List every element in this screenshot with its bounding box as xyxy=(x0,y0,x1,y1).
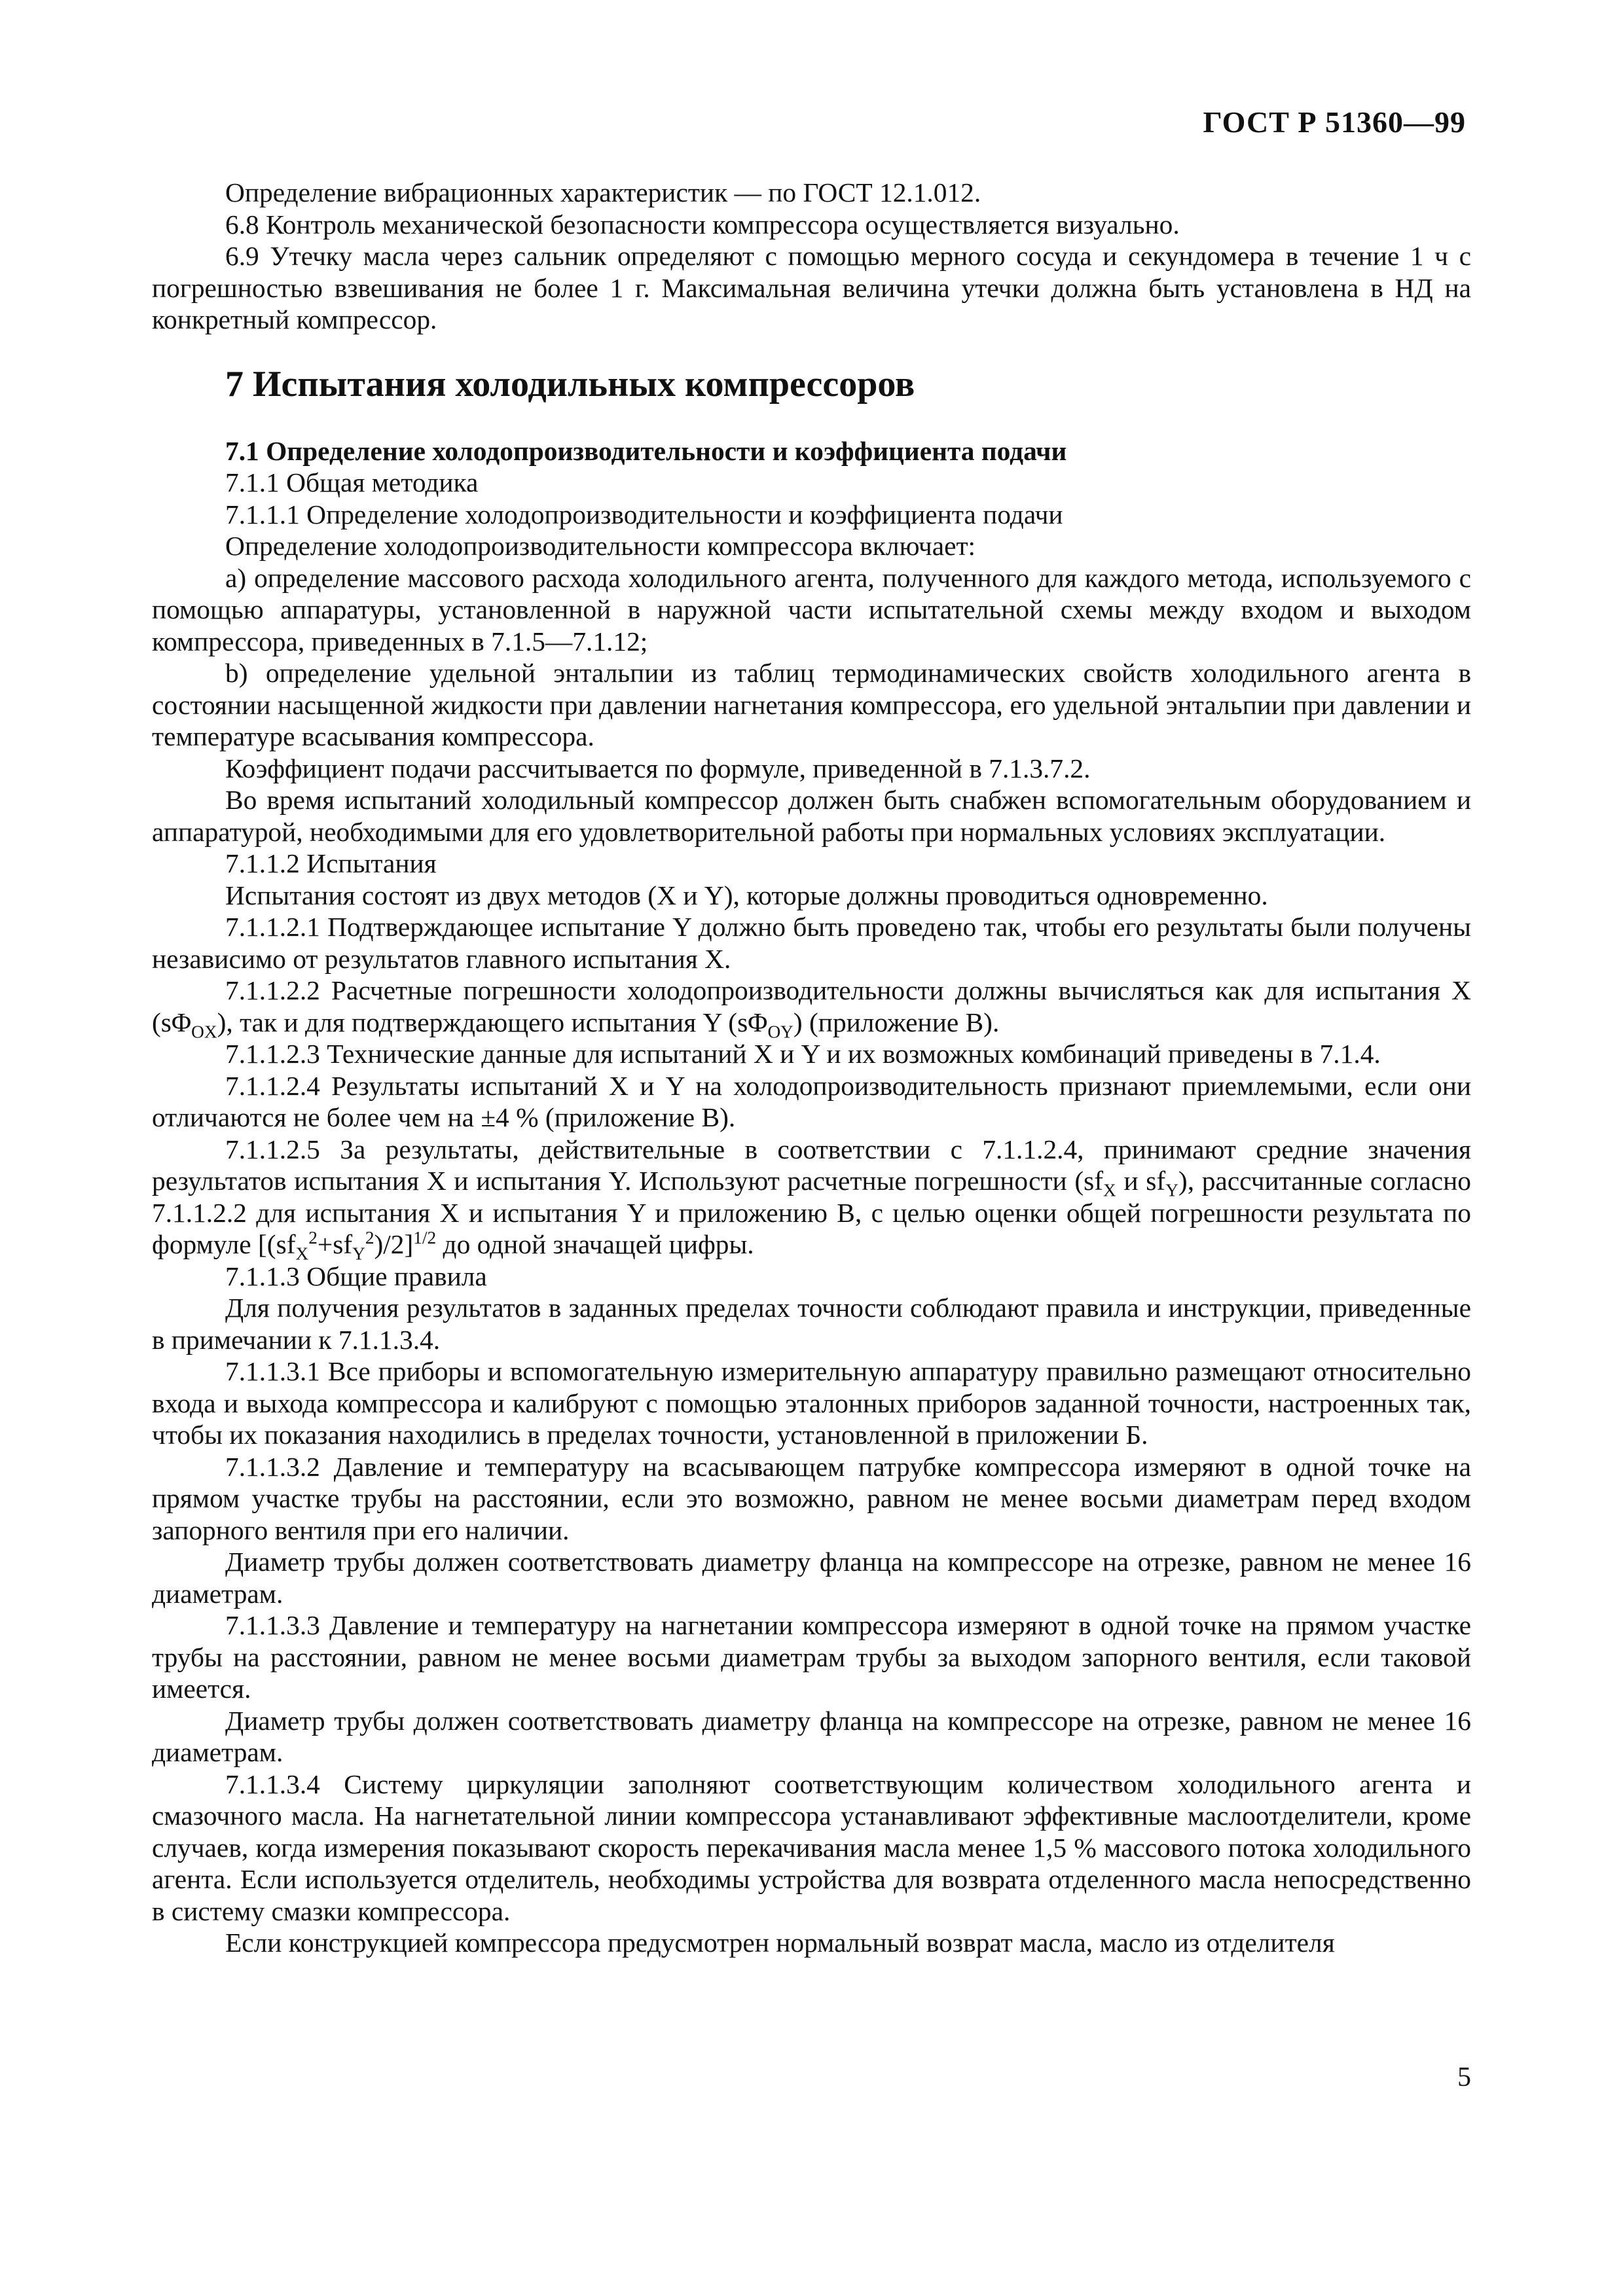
text-paragraph: 7.1.1.3.2 Давление и температуру на всасывающем патрубке компрессора измеряют в одной точке на прямом участке трубы на расстоянии, если это возможно, равном не менее восьми диаметрам перед входом запорного вентиля при его наличии. xyxy=(152,1451,1471,1545)
subscript: OX xyxy=(191,1021,217,1041)
page-content xyxy=(152,177,1471,1959)
text-run: +sf xyxy=(317,1229,353,1259)
text-paragraph: 6.8 Контроль механической безопасности компрессора осуществляется визуально. xyxy=(225,209,1180,240)
text-paragraph: 7.1.1.3.4 Систему циркуляции заполняют соответствующим количеством холодильного агента и смазочного масла. На нагнетательной линии компрессора устанавливают эффективные маслоотделители, кроме случаев, когда измерения показывают скорость перекачивания масла менее 1,5 % массового потока холодильного агента. Если используется отделитель, необходимы устройства для возврата отделенного масла непосредственно в систему смазки компрессора. xyxy=(152,1768,1471,1926)
text-paragraph: Диаметр трубы должен соответствовать диаметру фланца на компрессоре на отрезке, равном не менее 16 диаметрам. xyxy=(152,1705,1471,1767)
text-paragraph: 7.1.1.3 Общие правила xyxy=(225,1261,487,1291)
subscript: Y xyxy=(1165,1180,1178,1200)
superscript: 2 xyxy=(365,1228,374,1248)
superscript: 1/2 xyxy=(413,1228,437,1248)
text-paragraph: Определение вибрационных характеристик — по ГОСТ 12.1.012. xyxy=(225,177,981,207)
text-run: ), рассчитанные согласно 7.1.1.2.2 для испытания X и испытания Y и приложению В, с целью оценки общей погрешности результата по формуле [(sf xyxy=(152,1166,1471,1259)
section-heading: 7 Испытания холодильных компрессоров xyxy=(225,363,915,404)
document-code-header: ГОСТ Р 51360—99 xyxy=(1203,105,1466,139)
text-paragraph: 7.1.1.2.4 Результаты испытаний X и Y на холодопроизводительность признают приемлемыми, если они отличаются не более чем на ±4 % (приложение В). xyxy=(152,1070,1471,1132)
text-paragraph: Диаметр трубы должен соответствовать диаметру фланца на компрессоре на отрезке, равном не менее 16 диаметрам. xyxy=(152,1547,1471,1609)
subscript: X xyxy=(1103,1180,1116,1200)
subscript: X xyxy=(295,1244,309,1264)
text-paragraph: 7.1.1.1 Определение холодопроизводительности и коэффициента подачи xyxy=(225,499,1063,529)
text-paragraph: 7.1.1 Общая методика xyxy=(225,467,479,497)
text-paragraph-formula xyxy=(152,1134,1471,1264)
text-paragraph: 7.1.1.2.3 Технические данные для испытаний X и Y и их возможных комбинаций приведены в 7.1.4. xyxy=(225,1039,1381,1069)
superscript: 2 xyxy=(308,1228,318,1248)
subsection-heading: 7.1 Определение холодопроизводительности и коэффициента подачи xyxy=(225,435,1067,466)
text-paragraph: а) определение массового расхода холодильного агента, полученного для каждого метода, используемого с помощью аппаратуры, установленной в наружной части испытательной схемы между входом и выходом компрессора, приведенных в 7.1.5—7.1.12; xyxy=(152,562,1471,656)
text-run: )/2] xyxy=(374,1229,414,1259)
text-paragraph: Определение холодопроизводительности компрессора включает: xyxy=(225,531,976,561)
text-paragraph: 6.9 Утечку масла через сальник определяют с помощью мерного сосуда и секундомера в течение 1 ч с погрешностью взвешивания не более 1 г. Максимальная величина утечки должна быть установлена в НД на конкретный компрессор. xyxy=(152,241,1471,334)
text-run: до одной значащей цифры. xyxy=(436,1229,754,1259)
text-paragraph: Если конструкцией компрессора предусмотрен нормальный возврат масла, масло из отделителя xyxy=(225,1928,1335,1958)
text-paragraph: 7.1.1.3.1 Все приборы и вспомогательную измерительную аппаратуру правильно размещают относительно входа и выхода компрессора и калибруют с помощью эталонных приборов заданной точности, настроенных так, чтобы их показания находились в пределах точности, установленной в приложении Б. xyxy=(152,1356,1471,1450)
text-paragraph: b) определение удельной энтальпии из таблиц термодинамических свойств холодильного агента в состоянии насыщенной жидкости при давлении нагнетания компрессора, его удельной энтальпии при давлении и температуре всасывания компрессора. xyxy=(152,658,1471,751)
text-paragraph: 7.1.1.2.1 Подтверждающее испытание Y должно быть проведено так, чтобы его результаты были получены независимо от результатов главного испытания X. xyxy=(152,912,1471,974)
text-paragraph: 7.1.1.3.3 Давление и температуру на нагнетании компрессора измеряют в одной точке на прямом участке трубы на расстоянии, равном не менее восьми диаметрам трубы за выходом запорного вентиля, если таковой имеется. xyxy=(152,1610,1471,1704)
text-run: 7.1.1.2.2 Расчетные погрешности холодопроизводительности должны вычисляться как для испытания X (sΦ xyxy=(152,975,1471,1037)
text-paragraph: Для получения результатов в заданных пределах точности соблюдают правила и инструкции, приведенные в примечании к 7.1.1.3.4. xyxy=(152,1293,1471,1355)
subscript: Y xyxy=(352,1244,365,1264)
text-paragraph: Испытания состоят из двух методов (X и Y), которые должны проводиться одновременно. xyxy=(225,880,1268,910)
text-run: ) (приложение В). xyxy=(793,1007,1000,1037)
page-number: 5 xyxy=(1457,2062,1471,2092)
text-paragraph: Во время испытаний холодильный компрессор должен быть снабжен вспомогательным оборудованием и аппаратурой, необходимыми для его удовлетворительной работы при нормальных условиях эксплуатации. xyxy=(152,785,1471,847)
text-run: ), так и для подтверждающего испытания Y (sΦ xyxy=(217,1007,768,1037)
subscript: OY xyxy=(767,1021,793,1041)
text-paragraph: 7.1.1.2 Испытания xyxy=(225,848,437,878)
text-paragraph: Коэффициент подачи рассчитывается по формуле, приведенной в 7.1.3.7.2. xyxy=(225,753,1091,783)
text-run: и sf xyxy=(1116,1166,1166,1196)
text-paragraph-error-calc xyxy=(152,975,1471,1041)
text-run: 7.1.1.2.5 За результаты, действительные в соответствии с 7.1.1.2.4, принимают средние значения результатов испытания X и испытания Y. Используют расчетные погрешности (sf xyxy=(152,1134,1471,1196)
